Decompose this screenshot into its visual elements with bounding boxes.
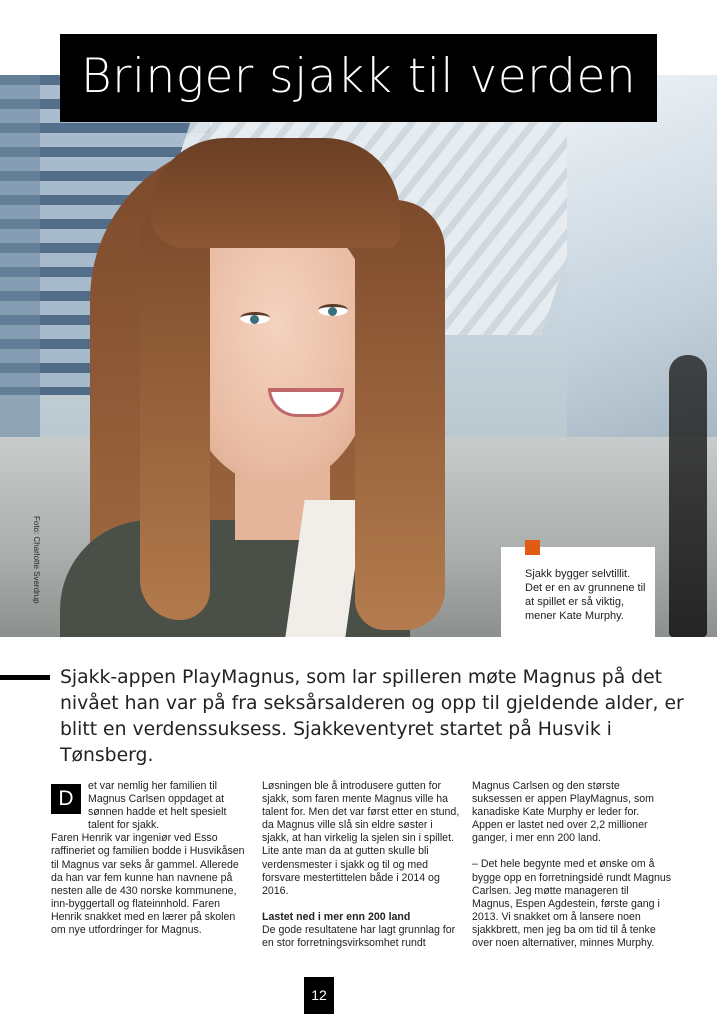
col2-paragraph-2: De gode resultatene har lagt grunnlag for en stor forretningsvirksomhet rundt: [262, 923, 456, 950]
caption-accent-square: [525, 540, 540, 555]
photo-credit: Foto: Charlotte Sverdrup: [32, 516, 41, 604]
lead-rule: [0, 675, 50, 680]
photo-caption: Sjakk bygger selvtillit. Det er en av grunnene til at spillet er så viktig, mener Kate Murphy.: [525, 568, 646, 622]
col3-paragraph-1: Magnus Carlsen og den største suksessen er appen PlayMagnus, som kanadiske Kate Murphy er leder for. Appen er lastet ned over 2,2 millioner ganger, i mer enn 200 land.: [472, 780, 654, 845]
body-column-3: [472, 780, 672, 950]
col3-paragraph-2: – Det hele begynte med et ønske om å bygge opp en forretningsidé rundt Magnus Carlsen. Jeg møtte manageren til Magnus, Espen Agdestein, første gang i 2013. Vi snakket om å lansere noen sjakkbrett, men jeg ba om tid til å tenke over noen alternativer, minnes Murphy.: [472, 858, 672, 950]
lead-paragraph: Sjakk-appen PlayMagnus, som lar spilleren møte Magnus på det nivået han var på fra seksårsalderen og opp til gjeldende alder, er blitt en verdenssuksess. Sjakkeventyret startet på Husvik i Tønsberg.: [60, 667, 684, 766]
photo-pedestrian: [669, 355, 707, 637]
portrait-eye-left: [240, 312, 270, 324]
body-column-2: [262, 780, 462, 950]
portrait-hair-right: [355, 200, 445, 630]
body-column-1: [51, 780, 251, 937]
page-number: 12: [304, 977, 334, 1014]
photo-caption-box: [501, 547, 655, 637]
col1-body: Faren Henrik var ingeniør ved Esso raffineriet og familien bodde i Husvikåsen til Magnus var seks år gammel. Allerede da han var fem kunne han navnene på nesten alle de 430 norske kommunene, inn-byggertall og flateinnhold. Faren Henrik snakket med en lærer på skolen om nye utfordringer for Magnus.: [51, 832, 245, 937]
title-banner: [60, 34, 657, 122]
col1-intro: et var nemlig her familien til Magnus Carlsen oppdaget at sønnen hadde et helt spesielt talent for sjakk.: [88, 780, 227, 832]
col2-subheading: Lastet ned i mer enn 200 land: [262, 910, 411, 923]
page-title: Bringer sjakk til verden: [80, 49, 637, 104]
photo-building-edge: [0, 75, 40, 495]
portrait-hair-left: [140, 200, 210, 620]
portrait-eye-right: [318, 304, 348, 316]
drop-cap: D: [51, 784, 81, 814]
col2-paragraph-1: Løsningen ble å introdusere gutten for sjakk, som faren mente Magnus ville ha talent for. Men det var først etter en stund, da Magnus ville slå sin eldre søster i sjakk, at han virkelig la sjelen sin i spillet. Lite ante man da at gutten skulle bli verdensmester i sjakk og til og med forsvare mestertittelen både i 2014 og 2016.: [262, 780, 460, 897]
portrait-hair-top: [150, 138, 400, 248]
